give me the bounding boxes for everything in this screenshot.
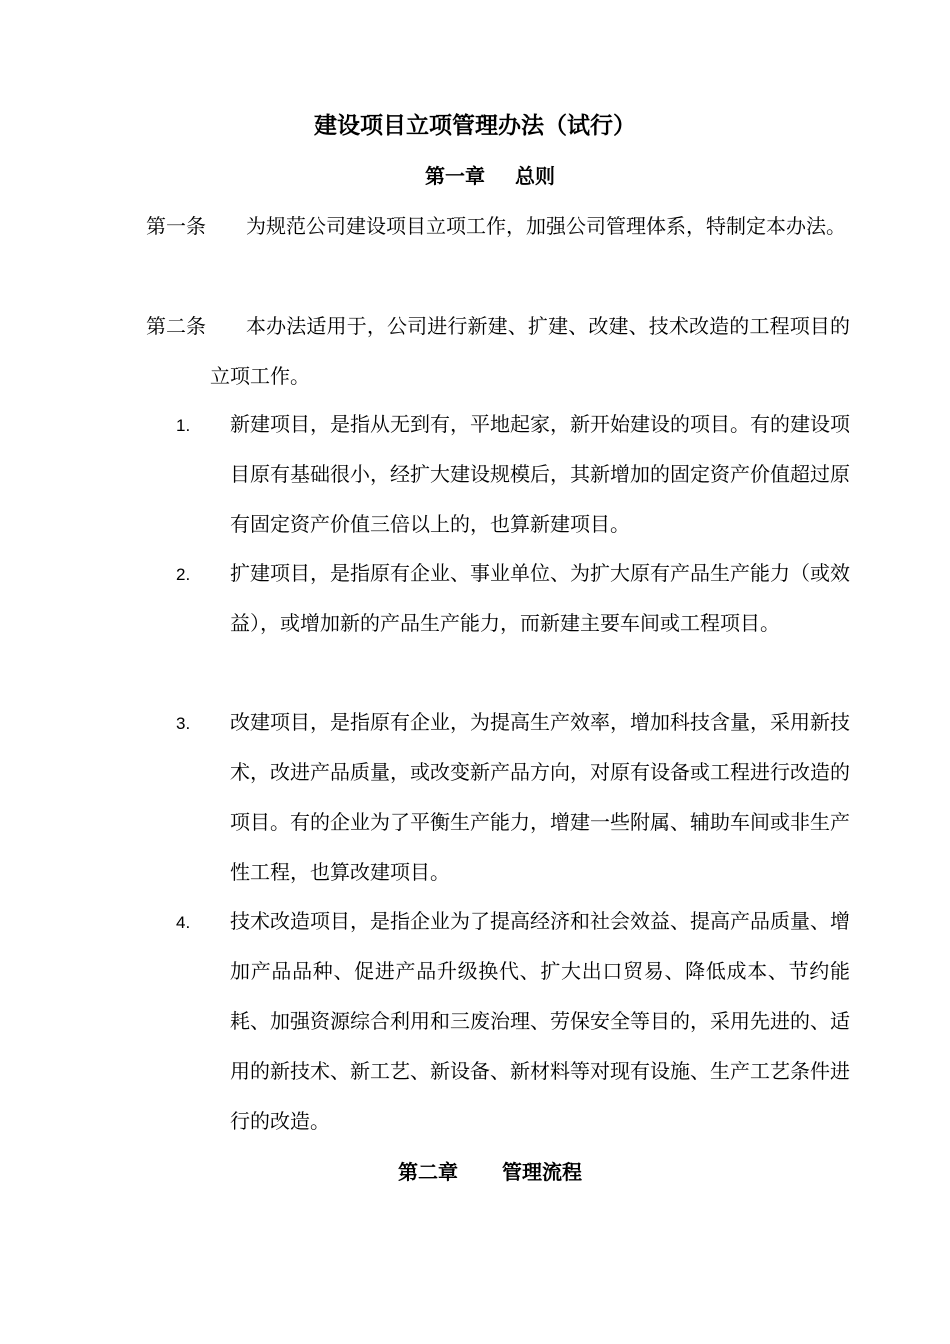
list-item-text: 改建项目，是指原有企业，为提高生产效率，增加科技含量，采用新技术，改进产品质量，或改变新产品方向，对原有设备或工程进行改造的项目。有的企业为了平衡生产能力，增建一些附属、辅助车间或非生产性工程，也算改建项目。 xyxy=(230,710,850,884)
chapter-name: 总则 xyxy=(515,164,555,188)
article-text: 为规范公司建设项目立项工作，加强公司管理体系，特制定本办法。 xyxy=(246,214,846,238)
list-item-number: 4. xyxy=(176,913,191,932)
chapter-number: 第二章 xyxy=(398,1160,458,1184)
list-item-text: 技术改造项目，是指企业为了提高经济和社会效益、提高产品质量、增加产品品种、促进产品升级换代、扩大出口贸易、降低成本、节约能耗、加强资源综合利用和三废治理、劳保安全等目的，采用先进的、适用的新技术、新工艺、新设备、新材料等对现有设施、生产工艺条件进行的改造。 xyxy=(230,909,850,1133)
list-item-number: 3. xyxy=(176,714,191,733)
article-label: 第一条 xyxy=(146,214,206,238)
list-item-number: 2. xyxy=(176,565,191,584)
document-title: 建设项目立项管理办法（试行） xyxy=(314,112,636,139)
chapter-number: 第一章 xyxy=(425,164,485,188)
list-item-text: 扩建项目，是指原有企业、事业单位、为扩大原有产品生产能力（或效益），或增加新的产品生产能力，而新建主要车间或工程项目。 xyxy=(230,561,850,635)
chapter-name: 管理流程 xyxy=(502,1160,582,1184)
list-item-text: 新建项目，是指从无到有，平地起家，新开始建设的项目。有的建设项目原有基础很小，经扩大建设规模后，其新增加的固定资产价值超过原有固定资产价值三倍以上的，也算新建项目。 xyxy=(230,412,850,536)
chapter-heading-2 xyxy=(0,1155,950,1189)
chapter-heading-1 xyxy=(0,159,950,193)
list-item-number: 1. xyxy=(176,416,191,435)
article-text: 本办法适用于，公司进行新建、扩建、改建、技术改造的工程项目的立项工作。 xyxy=(210,314,850,388)
article-label: 第二条 xyxy=(146,314,206,338)
